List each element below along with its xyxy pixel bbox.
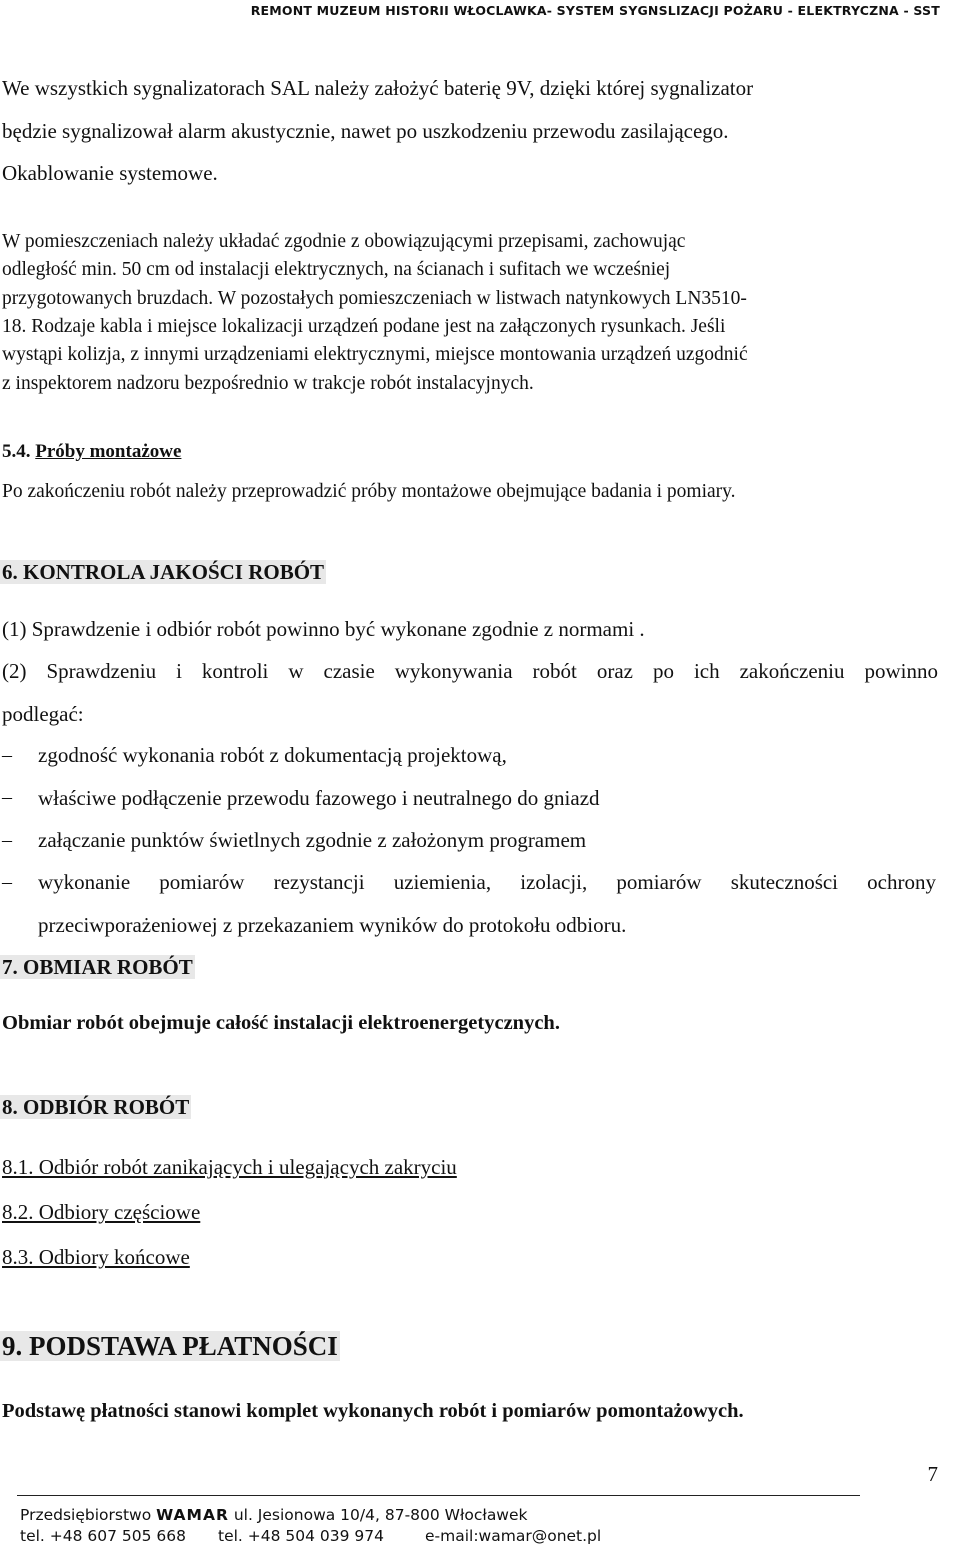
page-number: 7: [927, 1462, 938, 1486]
list-item-continuation: przeciwporażeniowej z przekazaniem wyników do protokołu odbioru.: [38, 913, 627, 937]
cabling-line-2: odległość min. 50 cm od instalacji elektrycznych, na ścianach i sufitach we wcześniej: [2, 259, 671, 280]
cabling-line-4: 18. Rodzaje kabla i miejsce lokalizacji urządzeń podane jest na załączonych rysunkach. Jeśli: [2, 316, 726, 337]
list-dash: –: [2, 786, 12, 808]
section-6-point-2-line-2: podlegać:: [2, 702, 84, 726]
section-5-4-number: 5.4.: [2, 441, 31, 462]
list-dash: –: [2, 829, 12, 851]
intro-line-1: We wszystkich sygnalizatorach SAL należy założyć baterię 9V, dzięki której sygnalizator: [2, 76, 754, 100]
footer-phone-2: tel. +48 504 039 974: [218, 1527, 385, 1545]
list-item: właściwe podłączenie przewodu fazowego i neutralnego do gniazd: [38, 786, 600, 810]
footer-company: Przedsiębiorstwo WAMAR ul. Jesionowa 10/4, 87-800 Włocławek: [20, 1506, 528, 1524]
section-5-4-heading: [2, 441, 181, 463]
company-name: WAMAR: [156, 1506, 229, 1524]
document-header: REMONT MUZEUM HISTORII WŁOCLAWKA- SYSTEM SYGNSLIZACJI POŻARU - ELEKTRYCZNA - SST: [250, 3, 940, 18]
section-7-text: Obmiar robót obejmuje całość instalacji elektroenergetycznych.: [2, 1012, 560, 1034]
section-6-point-1: (1) Sprawdzenie i odbiór robót powinno być wykonane zgodnie z normami .: [2, 617, 645, 641]
intro-line-2: będzie sygnalizował alarm akustycznie, nawet po uszkodzeniu przewodu zasilającego.: [2, 119, 729, 143]
list-dash: –: [2, 871, 12, 893]
cabling-line-1: W pomieszczeniach należy układać zgodnie z obowiązującymi przepisami, zachowując: [2, 231, 686, 252]
cabling-line-3: przygotowanych bruzdach. W pozostałych pomieszczeniach w listwach natynkowych LN3510-: [2, 288, 747, 309]
section-9-text: Podstawę płatności stanowi komplet wykonanych robót i pomiarów pomontażowych.: [2, 1400, 744, 1422]
footer-email: e-mail:wamar@onet.pl: [425, 1527, 602, 1545]
list-dash: –: [2, 744, 12, 766]
list-item: wykonanie pomiarów rezystancji uziemienia, izolacji, pomiarów skuteczności ochrony: [38, 870, 936, 894]
section-7-heading: 7. OBMIAR ROBÓT: [2, 955, 193, 979]
footer-rule: [17, 1495, 860, 1496]
section-6-point-2-line-1: (2) Sprawdzeniu i kontroli w czasie wykonywania robót oraz po ich zakończeniu powinno: [2, 659, 938, 683]
intro-line-3: Okablowanie systemowe.: [2, 161, 218, 185]
section-8-2: 8.2. Odbiory częściowe: [2, 1200, 201, 1224]
cabling-line-6: z inspektorem nadzoru bezpośrednio w trakcje robót instalacyjnych.: [2, 373, 534, 394]
section-6-heading: 6. KONTROLA JAKOŚCI ROBÓT: [2, 560, 325, 584]
list-item: załączanie punktów świetlnych zgodnie z założonym programem: [38, 828, 587, 852]
cabling-line-5: wystąpi kolizja, z innymi urządzeniami elektrycznymi, miejsce montowania urządzeń uzgodnić: [2, 344, 748, 365]
section-9-heading: 9. PODSTAWA PŁATNOŚCI: [2, 1331, 338, 1361]
section-8-3: 8.3. Odbiory końcowe: [2, 1245, 190, 1269]
section-8-heading: 8. ODBIÓR ROBÓT: [2, 1095, 190, 1119]
section-5-4-title: Próby montażowe: [35, 441, 182, 462]
footer-phone-1: tel. +48 607 505 668: [20, 1527, 187, 1545]
section-5-4-text: Po zakończeniu robót należy przeprowadzić próby montażowe obejmujące badania i pomiary.: [2, 481, 736, 502]
list-item: zgodność wykonania robót z dokumentacją projektową,: [38, 743, 507, 767]
section-8-1: 8.1. Odbiór robót zanikających i ulegających zakryciu: [2, 1155, 457, 1179]
